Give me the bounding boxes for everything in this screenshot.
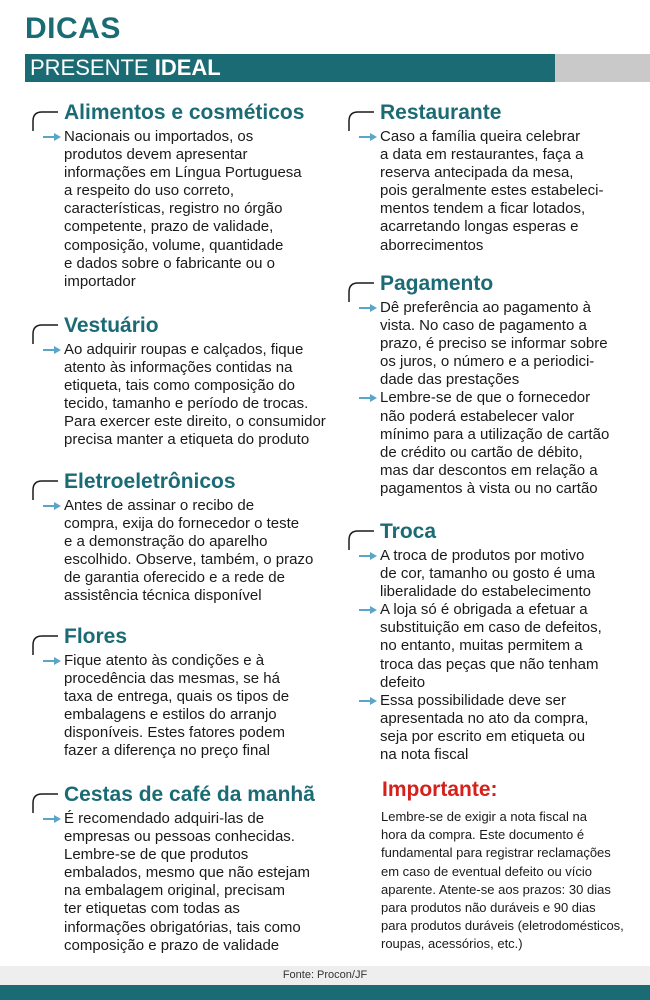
hook-icon [346,111,376,133]
banner-title-bold: IDEAL [154,55,221,80]
arrow-right-icon [43,656,61,666]
item-text: Essa possibilidade deve ser apresentada no ato da compra, seja por escrito em etiqueta ou na nota fiscal [380,691,589,764]
item-text: É recomendado adquiri-las de empresas ou pessoas conhecidas. Lembre-se de que produtos embalados, mesmo que não estejam na embalagem original, precisam ter etiquetas com todas as informações obrigatórias, tais como composição e prazo de validade [64,810,310,954]
arrow-right-icon [43,501,61,511]
arrow-right-icon [359,605,377,615]
item-text: Fique atento às condições e à procedência das mesmas, se há taxa de entrega, quais os tipos de embalagens e estilos do arranjo disponíveis. Estes fatores podem fazer a diferença no preço final [64,652,290,760]
section-title: Restaurante [380,101,502,124]
footer-source: Fonte: Procon/JF [282,969,368,981]
hook-icon [346,282,376,304]
section-items [380,547,648,764]
hook-icon [30,324,60,346]
arrow-right-icon [43,345,61,355]
section-title: Flores [64,625,128,648]
hook-icon [346,530,376,552]
list-item [380,692,648,764]
item-text: A loja só é obrigada a efetuar a substituição em caso de defeitos, no entanto, muitas permitem a troca das peças que não tenham defeito [380,601,602,691]
arrow-right-icon [43,814,61,824]
arrow-right-icon [359,303,377,313]
banner-title [30,55,221,81]
footer-stripe [0,985,650,1000]
section-title: Alimentos e cosméticos [64,101,305,124]
hook-icon [30,793,60,815]
hook-icon [30,635,60,657]
list-item [380,601,648,691]
item-text: Caso a família queira celebrar a data em restaurantes, faça a reserva antecipada da mesa, pois geralmente estes estabeleci- mentos tendem a ficar lotados, acarretando longas esperas e aborrecimentos [380,128,604,254]
page-title: DICAS [25,12,121,45]
hook-icon [30,111,60,133]
list-item [380,547,648,601]
list-item [380,299,648,389]
important-text: Lembre-se de exigir a nota fiscal na hora da compra. Este documento é fundamental para registrar reclamações em caso de eventual defeito ou vício aparente. Atente-se aos prazos: 30 dias para produtos não duráveis e 90 dias para produtos duráveis (eletrodomésticos, roupas, acessórios, etc.) [381,809,624,952]
section-items [380,299,648,498]
arrow-right-icon [359,132,377,142]
section-title: Cestas de café da manhã [64,783,315,806]
arrow-right-icon [359,393,377,403]
section-title: Pagamento [380,272,494,295]
important-title: Importante: [382,778,498,801]
item-text: Nacionais ou importados, os produtos devem apresentar informações em Língua Portuguesa a respeito do uso correto, características, registro no órgão competente, prazo de validade, composição, volume, quantidade e dados sobre o fabricante ou o importador [64,128,302,290]
subtitle-banner [25,54,555,82]
item-text: Ao adquirir roupas e calçados, fique atento às informações contidas na etiqueta, tais como composição do tecido, tamanho e período de trocas. Para exercer este direito, o consumidor precisa manter a etiqueta do produto [64,341,326,449]
hook-icon [30,480,60,502]
arrow-right-icon [359,551,377,561]
item-text: A troca de produtos por motivo de cor, tamanho ou gosto é uma liberalidade do estabelecimento [380,547,596,601]
section-title: Troca [380,520,437,543]
item-text: Antes de assinar o recibo de compra, exija do fornecedor o teste e a demonstração do aparelho escolhido. Observe, também, o prazo de garantia oferecido e a rede de assistência técnica disponível [64,497,314,605]
item-text: Dê preferência ao pagamento à vista. No caso de pagamento a prazo, é preciso se informar sobre os juros, o número e a periodici- dade das prestações [380,299,608,389]
banner-gray-block [555,54,650,82]
item-text: Lembre-se de que o fornecedor não poderá estabelecer valor mínimo para a utilização de cartão de crédito ou cartão de débito, mas dar descontos em relação a pagamentos à vista ou no cartão [380,389,610,497]
arrow-right-icon [359,696,377,706]
section-title: Vestuário [64,314,159,337]
section-items [380,128,648,255]
list-item [380,389,648,498]
list-item [380,128,648,255]
section-title: Eletroeletrônicos [64,470,236,493]
banner-title-regular: PRESENTE [30,55,155,80]
arrow-right-icon [43,132,61,142]
